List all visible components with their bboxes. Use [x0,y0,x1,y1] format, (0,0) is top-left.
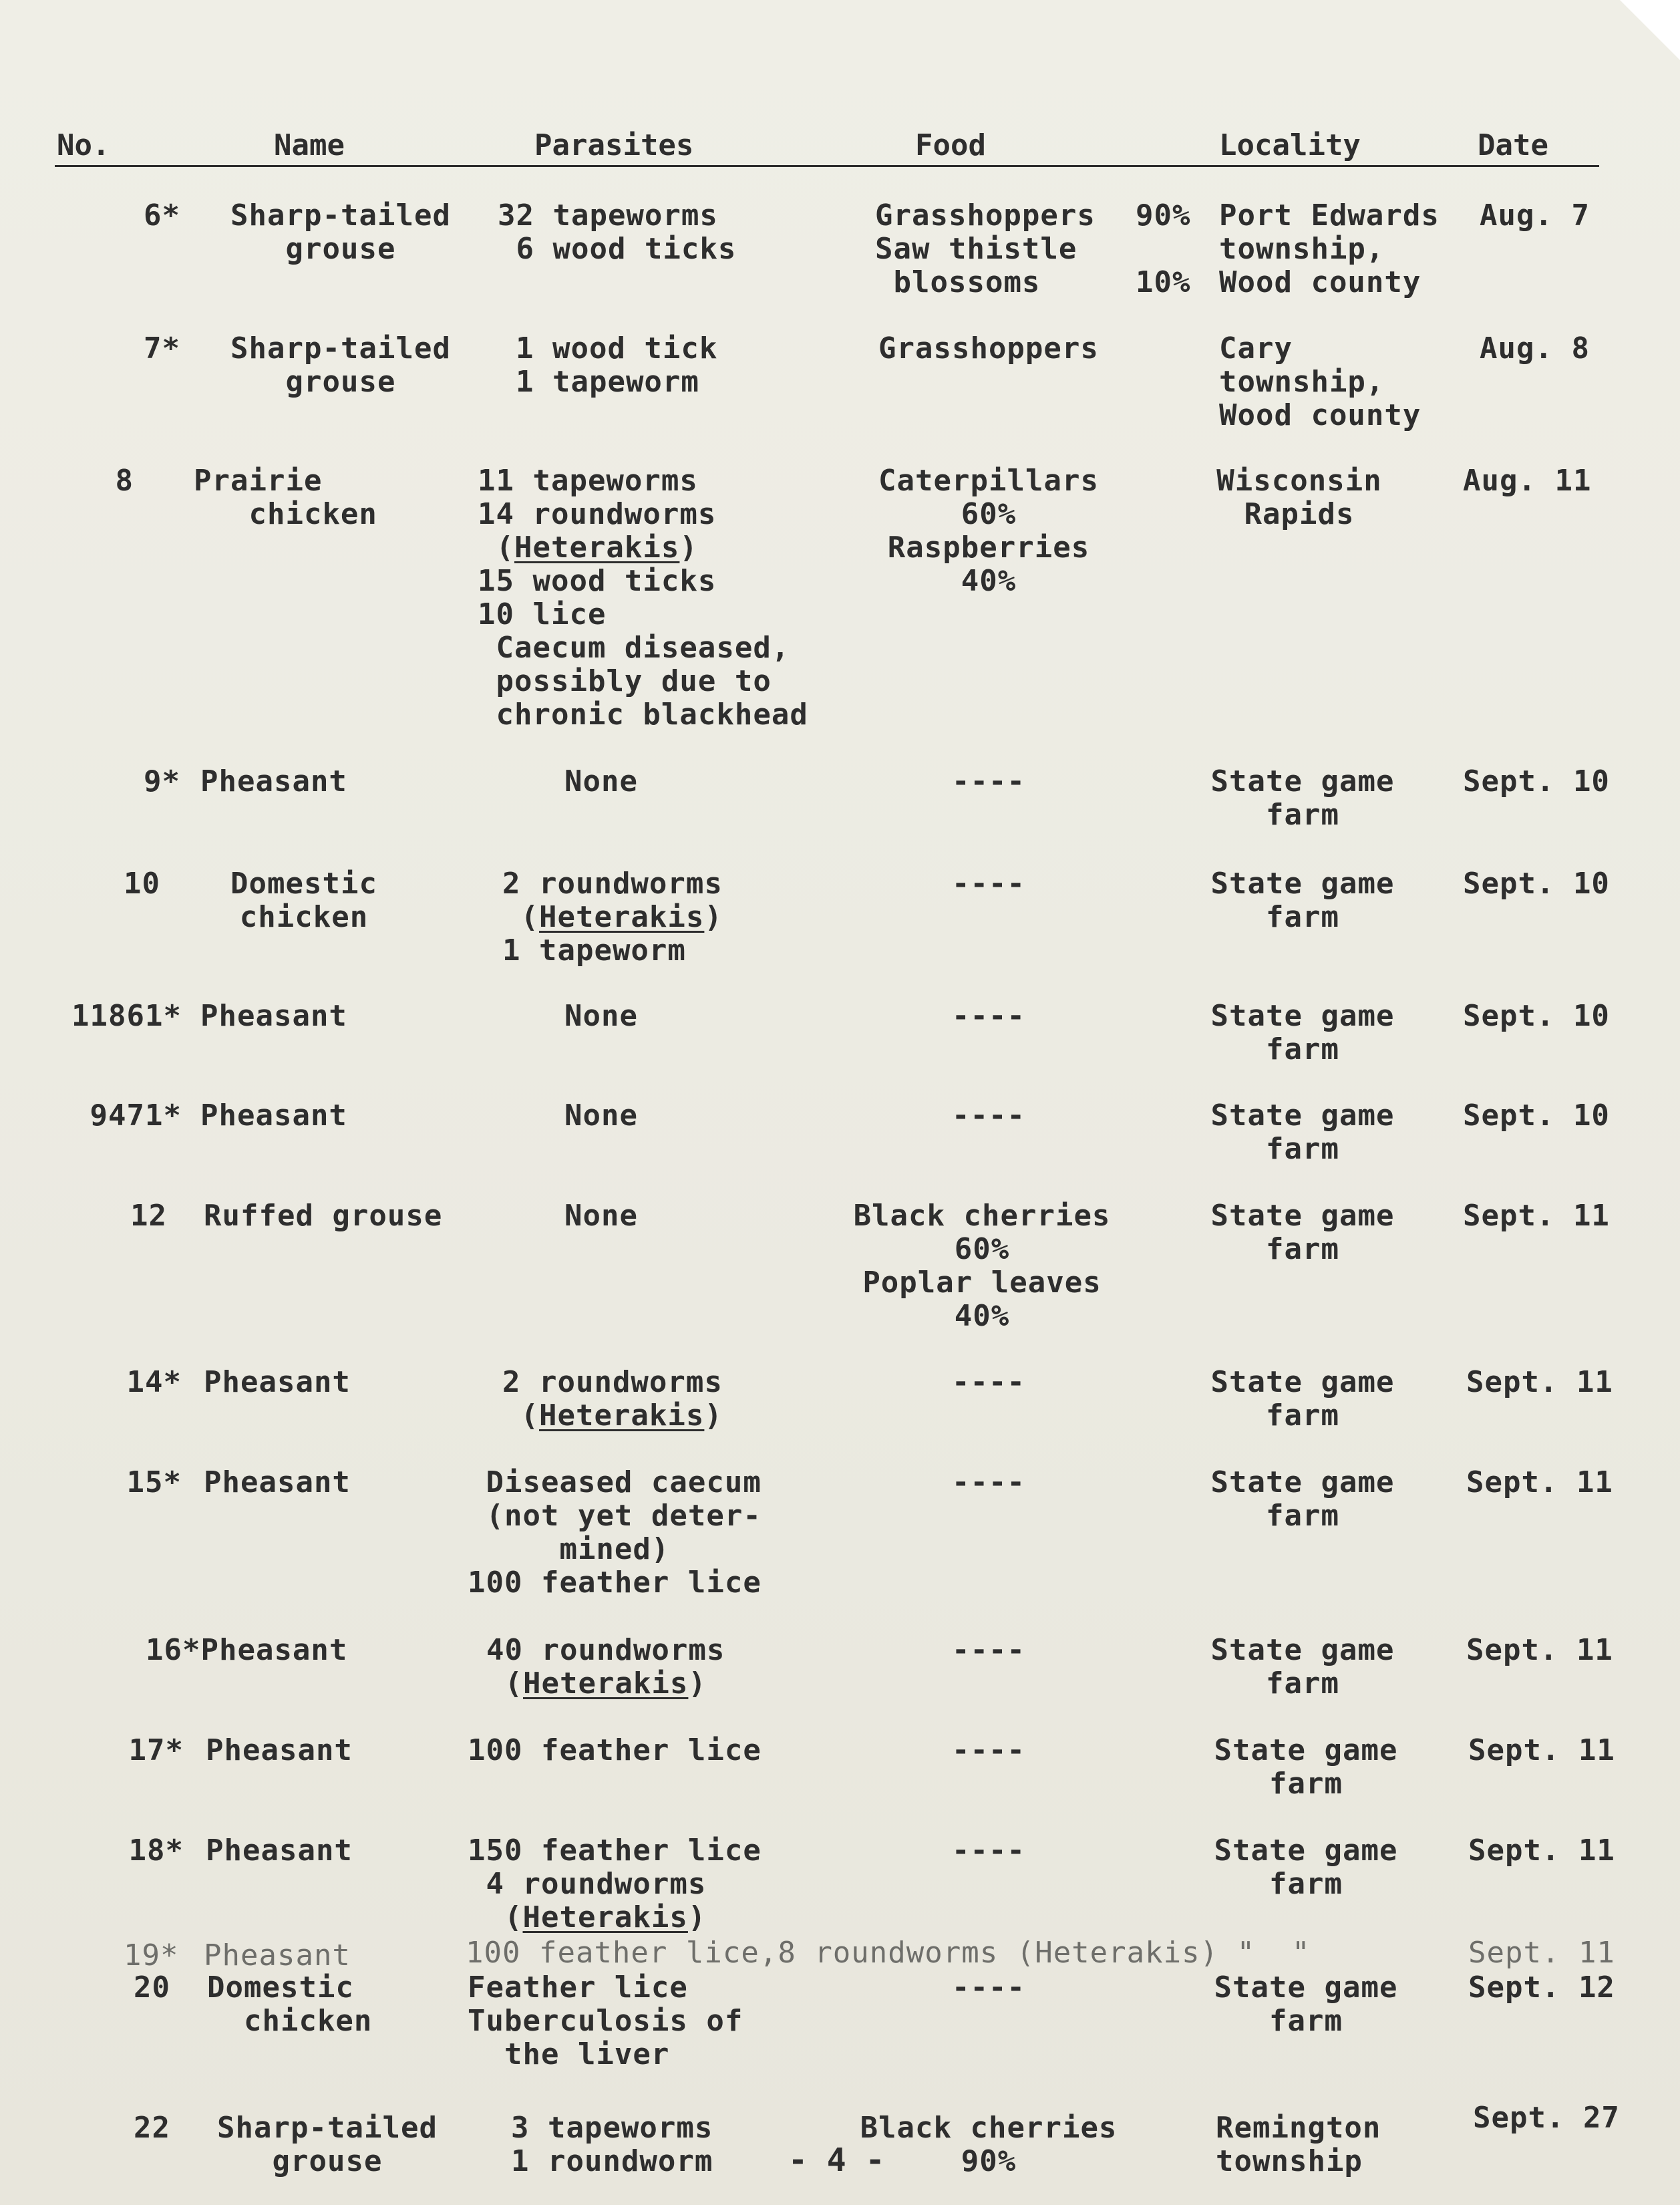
entry-locality: State game farm [1210,999,1395,1066]
entry-locality: State game farm [1210,1098,1395,1166]
entry-date: Sept. 11 [1468,1833,1615,1868]
entry-name: Pheasant [204,1465,351,1499]
header-no: No. [57,128,110,162]
entry-name: Pheasant [200,1098,347,1133]
entry-name: Ruffed grouse [204,1199,443,1233]
entry-number: 10 [124,867,160,901]
entry-date: Sept. 11 [1463,1199,1610,1233]
entry-parasites: 100 feather lice,8 roundworms (Heterakis) " " [466,1936,1311,1970]
header-name: Name [274,128,345,162]
entry-number: 8 [115,464,134,498]
entry-parasites: 1 wood tick 1 tapeworm [516,331,718,399]
entry-date: Sept. 11 [1466,1465,1613,1499]
entry-food: Grasshoppers Saw thistle blossoms [875,198,1096,299]
entry-locality: State game farm [1214,1970,1398,2038]
entry-locality: State game farm [1210,764,1395,832]
entry-name: Pheasant [206,1733,353,1767]
entry-parasites: 40 roundworms (Heterakis) [486,1633,725,1701]
entry-food: ---- [952,764,1025,798]
entry-date: Sept. 10 [1463,1098,1610,1133]
entry-date: Sept. 10 [1463,867,1610,901]
entry-locality: State game farm [1210,1199,1395,1266]
entry-date: Sept. 11 [1466,1365,1613,1399]
header-parasites: Parasites [534,128,694,162]
entry-food: ---- [952,999,1025,1033]
entry-locality: State game farm [1210,1465,1395,1533]
entry-locality: Wisconsin Rapids [1216,464,1382,531]
entry-parasites: Feather lice Tuberculosis of the liver [468,1970,743,2071]
entry-date: Aug. 11 [1463,464,1592,498]
entry-food: Black cherries 60% Poplar leaves 40% [853,1199,1111,1333]
entry-locality: Port Edwards township, Wood county [1219,198,1440,299]
entry-date: Sept. 27 [1473,2101,1620,2135]
entry-parasites: 150 feather lice 4 roundworms (Heterakis) [468,1833,762,1934]
entry-name: Pheasant [204,1365,351,1399]
entry-food: ---- [952,1098,1025,1133]
entry-food: Grasshoppers [878,331,1099,365]
header-food: Food [915,128,986,162]
entry-number: 19* [124,1938,179,1972]
entry-date: Sept. 10 [1463,999,1610,1033]
entry-locality: Remington township [1216,2111,1381,2178]
entry-parasites: 100 feather lice [468,1733,762,1767]
entry-name: Domestic chicken [230,867,377,934]
entry-number: 11861* [71,999,182,1033]
entry-number: 9471* [90,1098,182,1133]
entry-parasites: 2 roundworms (Heterakis) 1 tapeworm [502,867,723,968]
entry-name: Pheasant [200,999,347,1033]
entry-date: Aug. 8 [1480,331,1590,365]
entry-name: Sharp-tailed grouse [230,198,451,266]
entry-name: Prairie chicken [194,464,377,531]
entry-number: 15* [126,1465,182,1499]
header-date: Date [1478,128,1548,162]
entry-parasites: 2 roundworms (Heterakis) [502,1365,723,1433]
entry-parasites: Diseased caecum (not yet deter- mined) 100 feather lice [468,1465,762,1600]
entry-food: Black cherries 90% [860,2111,1118,2178]
entry-parasites: 32 tapeworms 6 wood ticks [498,198,737,266]
entry-name: Pheasant [206,1833,353,1868]
entry-date: Sept. 10 [1463,764,1610,798]
entry-food: ---- [952,1465,1025,1499]
entry-date: Aug. 7 [1480,198,1590,233]
entry-name: Pheasant [200,764,347,798]
entry-food: ---- [952,1833,1025,1868]
entry-number: 18* [128,1833,184,1868]
entry-number: 20 [134,1970,170,2005]
entry-name: Domestic chicken [207,1970,373,2038]
entry-locality: State game farm [1210,1633,1395,1701]
entry-food: Caterpillars 60% Raspberries 40% [878,464,1099,598]
entry-food: ---- [952,1733,1025,1767]
entry-food: ---- [952,1633,1025,1667]
header-locality: Locality [1219,128,1361,162]
entry-number: 22 [134,2111,170,2145]
entry-locality: State game farm [1210,867,1395,934]
entry-date: Sept. 12 [1468,1970,1615,2005]
entry-name: Pheasant [204,1938,351,1972]
entry-name: Sharp-tailed grouse [217,2111,438,2178]
entry-food: ---- [952,1365,1025,1399]
entry-locality: State game farm [1210,1365,1395,1433]
entry-number: 6* [144,198,180,233]
folded-corner [1620,0,1680,60]
entry-number: 7* [144,331,180,365]
entry-parasites: 11 tapeworms 14 roundworms (Heterakis) 15 wood ticks 10 lice Caecum diseased, possibly due to chronic blackhead [478,464,808,732]
entry-number: 9* [144,764,180,798]
entry-date: Sept. 11 [1468,1936,1615,1970]
entry-number: 14* [126,1365,182,1399]
entry-parasites: None [564,1098,638,1133]
entry-date: Sept. 11 [1466,1633,1613,1667]
entry-number: 17* [128,1733,184,1767]
entry-date: Sept. 11 [1468,1733,1615,1767]
entry-food: ---- [952,1970,1025,2005]
page-number: - 4 - [788,2142,885,2179]
entry-number: 12 [130,1199,167,1233]
entry-locality: State game farm [1214,1833,1398,1901]
entry-name: Sharp-tailed grouse [230,331,451,399]
entry-parasites: None [564,764,638,798]
entry-parasites: 3 tapeworms 1 roundworm [511,2111,713,2178]
header-rule [55,165,1599,167]
entry-number-and-name: 16*Pheasant [146,1633,348,1667]
entry-food-percent: 90% 10% [1136,198,1191,299]
entry-food: ---- [952,867,1025,901]
entry-parasites: None [564,999,638,1033]
entry-locality: State game farm [1214,1733,1398,1801]
entry-locality: Cary township, Wood county [1219,331,1421,432]
entry-parasites: None [564,1199,638,1233]
